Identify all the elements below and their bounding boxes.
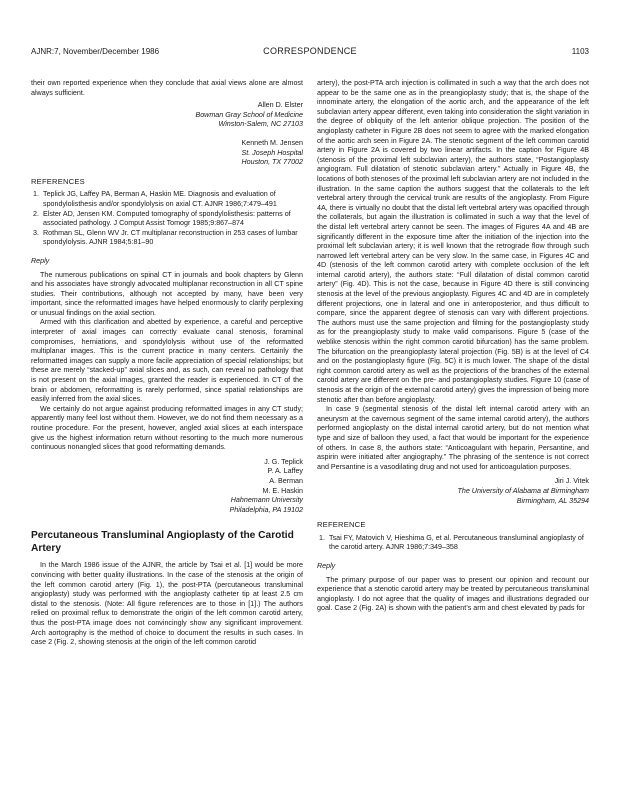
reference-list: [31, 190, 303, 248]
signature-elster: [31, 101, 303, 130]
reference-item: 3. Rothman SL, Glenn WV Jr. CT multiplanar reconstruction in 253 cases of lumbar spondylolysis. AJNR 1984;5:81–90: [33, 228, 298, 247]
section-title: CORRESPONDENCE: [263, 46, 357, 56]
signature-affiliation: St. Joseph Hospital: [241, 148, 303, 157]
signature-name: J. G. Teplick: [264, 457, 303, 466]
reply-paragraph: The primary purpose of our paper was to present our opinion and recount our experience that a stenotic carotid artery may be treated by percutaneous transluminal angioplasty. I do not agree that the quality of images and illustrations degraded our goal. Case 2 (Fig. 2A) is shown with the patient’s arm and chest elevated by pads for: [317, 575, 589, 613]
reply-label: Reply: [317, 561, 336, 570]
journal-citation: AJNR:7, November/December 1986: [31, 47, 160, 56]
signature-jensen: [31, 139, 303, 168]
page-number: 1103: [571, 47, 589, 56]
signature-location: Houston, TX 77002: [241, 158, 303, 167]
reply-paragraph: Armed with this clarification and abetted by experience, a careful and perceptive interpreter of axial images can correctly evaluate canal stenosis, foraminal compromises, herniations, and spondylolysis without use of the reformatted multiplanar images. This is the current practice in many centers. Certainly the reformatted images can supply a more facile appreciation of special relationships; but these are merely “stacked-up” axial slices and, as such, can reveal no pathology that is not present on the axial images, granted the reader is experienced. In CT of the brain or abdomen, reformatting is rarely performed, since spatial relationships are easily inferred from the axial slices.: [31, 318, 303, 404]
signature-affiliation: Bowman Gray School of Medicine: [195, 110, 303, 119]
signature-affiliation: Hahnemann University: [230, 496, 303, 505]
reply-label: Reply: [31, 256, 50, 265]
article-paragraph: In the March 1986 issue of the AJNR, the article by Tsai et al. [1] would be more convincing with better quality illustrations. In the case of the stenosis at the origin of the left common carotid artery (Fig. 1), the post-PTA (percutaneous transluminal angioplasty) study was performed with the angioplasty catheter tip at least 2.5 cm distal to the stenosis. (Note: All figure references are to those in [1].) The authors relied on proximal reflux to demonstrate the origin of the left common carotid artery, thus the post-PTA image does not convincingly show any significant improvement. Arch aortography is the method of choice to document the results in such cases. In case 2 (Fig. 2, showing stenosis at the origin of the left common carotid: [31, 561, 303, 647]
reply-paragraph: We certainly do not argue against producing reformatted images in any CT study; apparently many feel lost without them. However, we do not find them necessary as a routine procedure. For the present, however, angled axial slices at each interspace give us the highest information return without resorting to the much more numerous continuous nonangled slices that good reformatting demands.: [31, 404, 303, 452]
reference-heading: REFERENCE: [317, 520, 366, 530]
signature-affiliation: The University of Alabama at Birmingham: [457, 486, 589, 495]
left-column: [31, 79, 303, 648]
signature-name: Kenneth M. Jensen: [241, 138, 303, 147]
article-title: Percutaneous Transluminal Angioplasty of the Carotid Artery: [31, 530, 294, 554]
signature-name: A. Berman: [269, 476, 303, 485]
signature-location: Winston-Salem, NC 27103: [218, 120, 303, 129]
signature-location: Philadelphia, PA 19102: [229, 505, 303, 514]
right-column: [317, 79, 589, 614]
reply-paragraph: The numerous publications on spinal CT in journals and book chapters by Glenn and his associates have strongly advocated multiplanar reconstruction in all CT spine studies. Their contributions, although not accepted by many, have been very important, since the reformatted images have helped enormously to clarify perplexing or unusual findings on the axial section.: [31, 270, 303, 317]
references-heading: REFERENCES: [31, 176, 85, 186]
reference-list: [317, 534, 589, 553]
reference-item: 1. Teplick JG, Laffey PA, Berman A, Haskin ME. Diagnosis and evaluation of spondylolisthesis and/or spondylolysis on axial CT. AJNR 1986;7:479–491: [33, 190, 277, 208]
body-paragraph: In case 9 (segmental stenosis of the distal left internal carotid artery with an aneurysm at the cavernous segment of the same internal carotid artery), the authors performed angioplasty on the distal internal carotid artery, but do not mention what type and size of balloon they used, a fact that would be important for the experience of others. In case 8, the authors state: “Anticoagulant with heparin, Persantine, and aspirin were initiated after angiography.” The phrasing of the sentence is not correct and Persantine is a vasodilating drug and not used for anticoagulation purposes.: [317, 405, 589, 471]
running-header: [31, 47, 589, 59]
intro-paragraph: their own reported experience when they conclude that axial views alone are almost always sufficient.: [31, 79, 303, 97]
signature-location: Birmingham, AL 35294: [516, 496, 589, 505]
reference-item: 2. Elster AD, Jensen KM. Computed tomography of spondylolisthesis: patterns of associated pathology. J Comput Assist Tomogr 1985;9:867–874: [33, 209, 291, 228]
body-paragraph: artery), the post-PTA arch injection is collimated in such a way that the arch does not appear to be the same one as in the preangioplasty study; that is, the shape of the innominate artery, the elongation of the aortic arch, and the appearance of the left subclavian artery appear different, even taking into consideration the slight variation in the degree of obliquity of the left anterior oblique projection. The position of the angioplasty catheter in Figure 2B does not seem to agree with the marked elongation of the aortic arch seen in Figure 2A. The stenotic segment of the left common carotid artery in Figure 2A is covered by two linear artifacts. In the caption for Figure 4B (stenosis of the proximal left subclavian artery), the authors state, “Postangioplasty angiogram. Full dilatation of stenotic subclavian artery.” Actually in Figure 4B, the locations of both stenoses of the proximal left subclavian artery are not included in the illustration. In the same caption the authors suggest that the collaterals to the left vertebral artery through the cervical trunk are results of the angioplasty. From Figure 4A, there is virtually no doubt that the distal left vertebral artery was opacified through the collaterals, but again the illustration is collimated in such a way that the level of the distal left vertebral artery cannot be seen. The images of Figures 4A and 4B are significantly different in the exposure time after the initiation of the injection into the proximal left subclavian artery; it is well known that the retrograde flow through such narrowed left vertebral artery can be very slow. In the same case, in Figures 4C and 4D (stenosis of the left common carotid artery with complete occlusion of the left internal carotid artery), the authors state: “Full dilatation of distal common carotid artery” (Fig. 4D). This is not the case, because in Figure 4D there is still convincing stenosis at the level of the previous angioplasty. Figures 4C and 4D are in completely different projections, one in lateral and one in anteroposterior, and thus difficult to compare, since the apparent degree of stenosis can vary with different projections. The authors must use the same projection and filming for the postangioplasty study as for the preangioplasty study to make valid comparisons. Figure 5 (case of the weblike stenosis within the right common carotid bifurcation) has the same problem. The bifurcation on the preangioplasty lateral projection (Fig. 5B) is at the level of C4 and on the postangioplasty figure (Fig. 5C) it is much lower. The shape of the distal right common carotid artery as well as the projections of the branches of the external carotid artery are different on the pre- and postangioplasty studies. Figure 10 (case of stenosis at the origin of the external carotid artery) gives the impression of being more stenotic after than before angioplasty.: [317, 79, 589, 404]
signature-name: Allen D. Elster: [257, 101, 303, 110]
signature-vitek: [317, 477, 589, 506]
signature-teplick: [31, 458, 303, 516]
signature-name: Jiri J. Vitek: [554, 477, 589, 486]
reference-item: 1. Tsai FY, Matovich V, Hieshima G, et al. Percutaneous transluminal angioplasty of the carotid artery. AJNR 1986;7:349–358: [319, 533, 584, 552]
signature-name: P. A. Laffey: [267, 467, 303, 476]
signature-name: M. E. Haskin: [262, 486, 303, 495]
